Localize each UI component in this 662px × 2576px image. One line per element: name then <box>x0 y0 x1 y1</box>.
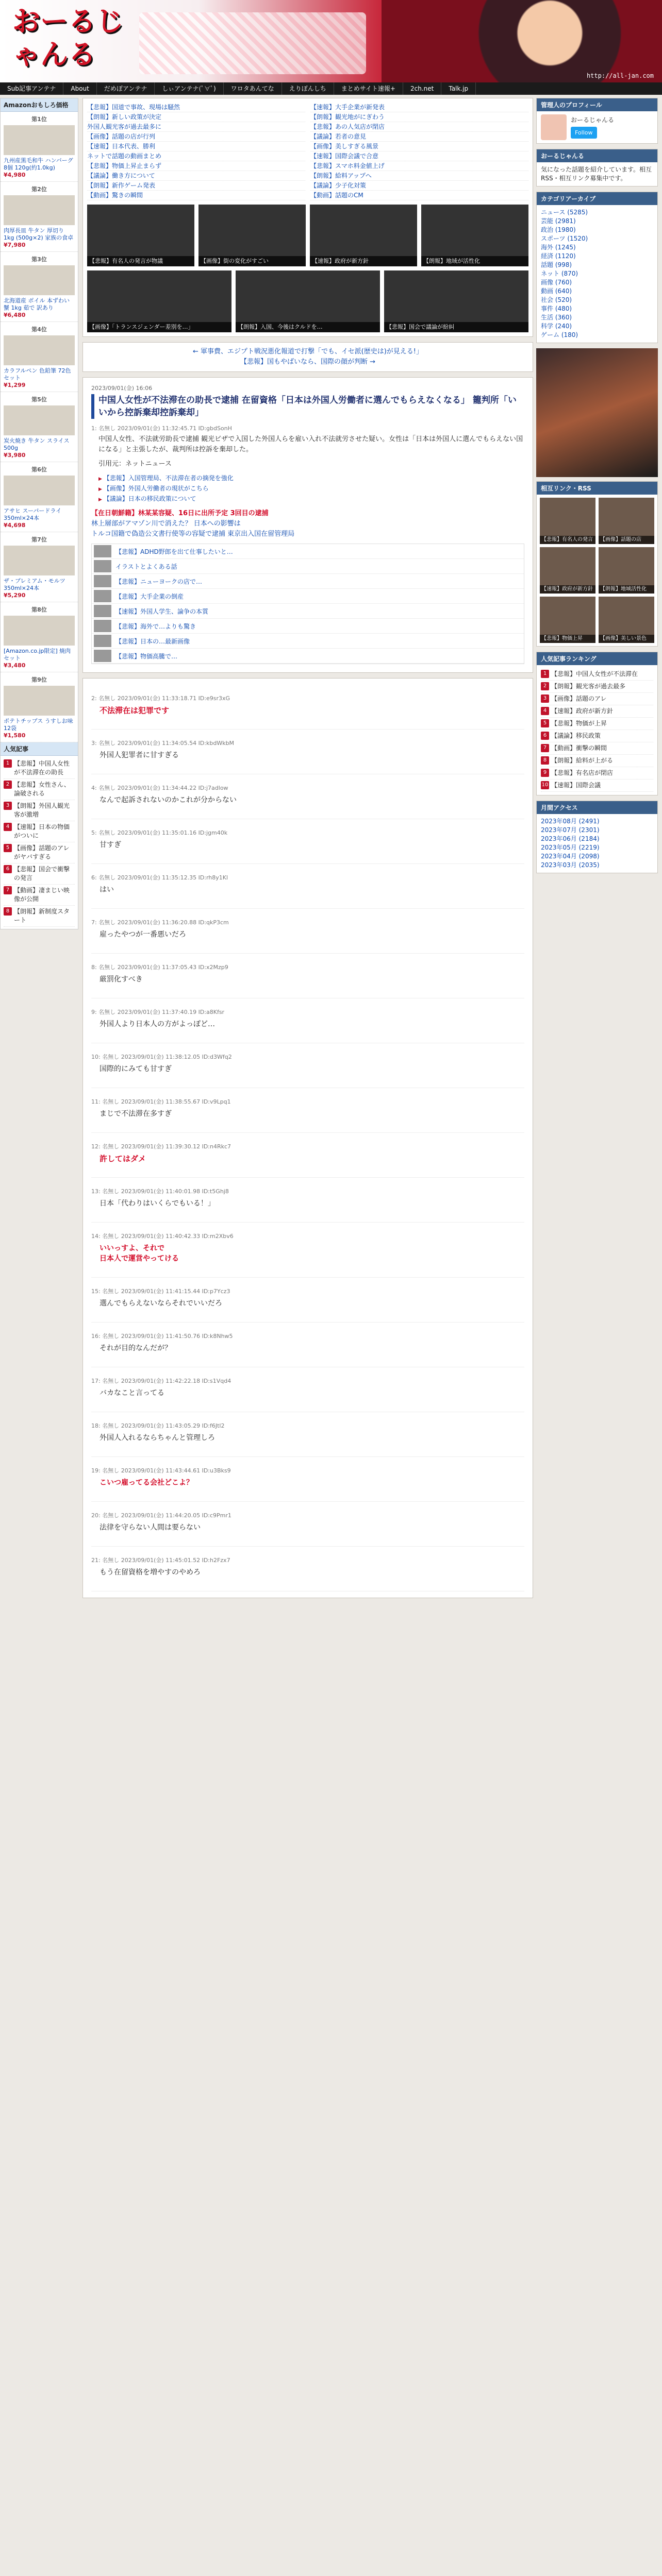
comment-header: 19: 名無し 2023/09/01(金) 11:43:44.61 ID:u3Bks9 <box>91 1467 231 1474</box>
admin-header: おーるじゃんる <box>537 149 657 162</box>
comment-header: 2: 名無し 2023/09/01(金) 11:33:18.71 ID:e9sr3xG <box>91 695 230 702</box>
recommended-thumbnail[interactable] <box>599 547 654 594</box>
article <box>82 377 533 673</box>
comment-body: バカなこと言ってる <box>100 1389 164 1397</box>
ad-rank: 第5位 <box>31 396 47 403</box>
feed-thumbnail[interactable] <box>236 270 380 332</box>
related-article-list <box>91 544 524 664</box>
thumbnail-caption: 【画像】美しい景色 <box>599 635 654 643</box>
monthly-link[interactable]: 2023年05月 (2219) <box>541 844 600 851</box>
archive-link[interactable]: ネット (870) <box>541 270 578 277</box>
nav-link[interactable]: Sub記事アンテナ <box>0 82 63 95</box>
archive-link[interactable]: 画像 (760) <box>541 279 572 286</box>
popular-item[interactable]: 【画像】話題のアレがヤバすぎる <box>4 842 75 863</box>
comment-header: 9: 名無し 2023/09/01(金) 11:37:40.19 ID:a8Kfsr <box>91 1009 225 1015</box>
comment-body: それが目的なんだが？ <box>100 1344 172 1352</box>
comment-body: もう在留資格を増やすのやめろ <box>100 1568 201 1577</box>
comment-header: 17: 名無し 2023/09/01(金) 11:42:22.18 ID:s1Vqd4 <box>91 1378 231 1384</box>
profile-name: おーるじゃんる <box>571 116 615 124</box>
feed-item[interactable]: 【画像】話題の店が行列 <box>87 132 305 142</box>
comment <box>91 954 524 998</box>
post-header: 1: 名無し 2023/09/01(金) 11:32:45.71 ID:gbdSonH <box>91 425 232 432</box>
ad-item[interactable] <box>1 182 78 252</box>
nav-link[interactable]: しぃアンテナ(ﾟ∀ﾟ) <box>155 82 223 95</box>
related-article-link[interactable]: 【悲報】ニューヨークの店で… <box>115 578 203 585</box>
feed-item[interactable]: 【朗報】新しい政策が決定 <box>87 112 305 122</box>
archive-header: カテゴリアーカイブ <box>537 192 657 205</box>
sidebar-ad-banner[interactable] <box>536 348 658 477</box>
related-article-row[interactable] <box>92 574 524 589</box>
ad-rank: 第7位 <box>31 536 47 543</box>
follow-button[interactable]: Follow <box>571 127 597 139</box>
comment-body: 許してはダメ <box>100 1154 146 1163</box>
thumbnail-caption: 【画像】街の変化がすごい <box>198 256 306 266</box>
comment-body: 選んでもらえないならそれでいいだろ <box>100 1299 222 1308</box>
related-article-link[interactable]: イラストとよくある話 <box>115 563 177 570</box>
feed-thumbnail[interactable] <box>198 205 306 266</box>
ad-rank: 第6位 <box>31 466 47 473</box>
feed-item[interactable]: 【悲報】物価上昇止まらず <box>87 161 305 171</box>
comment <box>91 1323 524 1367</box>
comment-body: いいっすよ、それで 日本人で運営やってける <box>100 1244 179 1263</box>
thumbnail-caption: 【朗報】入国、今後はクルドを… <box>236 322 380 332</box>
thumbnail-caption: 【速報】政府が新方針 <box>310 256 417 266</box>
related-article-link[interactable]: 【悲報】大手企業の倒産 <box>115 592 184 600</box>
profile-box <box>536 98 658 144</box>
archive-link[interactable]: 芸能 (2981) <box>541 217 576 225</box>
ranking-item[interactable]: 【速報】国際会議 <box>541 779 653 792</box>
recommended-thumbnail[interactable] <box>599 597 654 643</box>
related-article-link[interactable]: 【悲報】日本の…最新画像 <box>115 637 190 645</box>
feed-item[interactable]: 【朗報】新作ゲーム発表 <box>87 181 305 191</box>
ad-rank: 第9位 <box>31 676 47 683</box>
archive-link[interactable]: スポーツ (1520) <box>541 235 588 242</box>
ad-item[interactable] <box>1 602 78 672</box>
ad-price: ¥1,580 <box>4 732 26 739</box>
ad-item[interactable] <box>1 322 78 392</box>
feed-item[interactable]: 【動画】驚きの瞬間 <box>87 191 305 200</box>
popular-item[interactable]: 【悲報】国会で衝撃の発言 <box>4 863 75 885</box>
ad-image[interactable] <box>4 616 75 646</box>
archive-link[interactable]: 経済 (1120) <box>541 252 576 260</box>
comment-header: 6: 名無し 2023/09/01(金) 11:35:12.35 ID:rh8y1Kl <box>91 874 228 881</box>
related-thumbnail <box>94 575 111 587</box>
ad-image[interactable] <box>4 405 75 435</box>
post-body: 中国人女性、不法就労助長で逮捕 観光ビザで入国した外国人らを雇い入れ不法就労させた疑い。女性は「日本は外国人に選んでもらえない国になる」と主張したが、裁判所は控訴を棄却した。 <box>98 435 523 453</box>
ad-title[interactable]: カラフルペン 色鉛筆 72色 セット <box>4 367 71 381</box>
thumbnail-caption: 【悲報】有名人の発言が物議 <box>87 256 194 266</box>
popular-item[interactable]: 【悲報】中国人女性が不法滞在の助長 <box>4 758 75 779</box>
article-title[interactable]: 中国人女性が不法滞在の助長で逮捕 在留資格「日本は外国人労働者に選んでもらえなくなる」 籠判所「いいから控訴棄却控訴棄却」 <box>91 394 524 419</box>
monthly-link[interactable]: 2023年07月 (2301) <box>541 826 600 834</box>
ranking-item[interactable]: 【速報】政府が新方針 <box>541 705 653 718</box>
monthly-link[interactable]: 2023年08月 (2491) <box>541 818 600 825</box>
thumb-box <box>536 481 658 647</box>
feed-column-left <box>87 103 305 200</box>
nav-link[interactable]: Talk.jp <box>441 82 476 95</box>
recommended-thumbnail[interactable] <box>540 547 595 594</box>
comment-header: 13: 名無し 2023/09/01(金) 11:40:01.98 ID:t5Ghj8 <box>91 1188 229 1195</box>
nav-link[interactable]: About <box>63 82 96 95</box>
archive-link[interactable]: 生活 (360) <box>541 314 572 321</box>
comment-body: 外国人より日本人の方がよっぽど… <box>100 1020 215 1028</box>
ad-rank: 第8位 <box>31 606 47 613</box>
ad-item[interactable] <box>1 112 78 182</box>
popular-header: 人気記事 <box>1 742 78 756</box>
feed-column-right <box>310 103 528 200</box>
ad-title[interactable]: アサヒ スーパードライ 350ml×24本 <box>4 507 62 521</box>
article-link[interactable]: 【画像】外国人労働者の現状がこちら <box>103 485 209 492</box>
header-collage <box>139 12 366 74</box>
comment <box>91 1412 524 1457</box>
monthly-box <box>536 801 658 873</box>
comment-header: 15: 名無し 2023/09/01(金) 11:41:15.44 ID:p7Ycz3 <box>91 1288 230 1295</box>
thumbnail-caption: 【画像】話題の店 <box>599 536 654 544</box>
ad-item[interactable] <box>1 672 78 742</box>
thumbnail-caption: 【悲報】物価上昇 <box>540 635 595 643</box>
prev-article-link[interactable]: ← 軍事費、エジプト戦況悪化報道で打撃「でも、イセ派(歴史は)が見える!」 <box>193 348 423 355</box>
comment-body: 法律を守らない人間は要らない <box>100 1523 201 1532</box>
popular-item[interactable]: 【朗報】外国人観光客が激増 <box>4 800 75 821</box>
ad-price: ¥7,980 <box>4 242 26 248</box>
comment-body: 厳罰化すべき <box>100 975 143 984</box>
comment-body: 甘すぎ <box>100 841 121 849</box>
monthly-header: 月間アクセス <box>537 801 657 814</box>
comment <box>91 1178 524 1223</box>
comment-body: 雇ったやつが一番悪いだろ <box>100 930 186 939</box>
comment-header: 8: 名無し 2023/09/01(金) 11:37:05.43 ID:x2Mzp9 <box>91 964 228 971</box>
thumbnail-caption: 【速報】政府が新方針 <box>540 585 595 594</box>
ad-rank: 第3位 <box>31 256 47 263</box>
nav-link[interactable]: だめぽアンテナ <box>97 82 155 95</box>
comment-header: 18: 名無し 2023/09/01(金) 11:43:05.29 ID:f6Jtl2 <box>91 1422 225 1429</box>
related-article-row[interactable] <box>92 649 524 664</box>
monthly-link[interactable]: 2023年03月 (2035) <box>541 861 600 869</box>
related-thumbnail <box>94 650 111 662</box>
amazon-ranking-header: Amazonおもしろ価格 <box>1 98 78 112</box>
post-source: 引用元：ネットニュース <box>98 460 172 468</box>
comment-body: なんで起訴されないのかこれが分からない <box>100 796 237 804</box>
feed-thumbnail[interactable] <box>310 205 417 266</box>
thumbnail-caption: 【悲報】有名人の発言 <box>540 536 595 544</box>
comment <box>91 1457 524 1502</box>
related-thumbnail <box>94 620 111 632</box>
ad-item[interactable] <box>1 532 78 602</box>
comment <box>91 1502 524 1547</box>
ranking-item[interactable]: 【議論】移民政策 <box>541 730 653 742</box>
admin-box <box>536 149 658 187</box>
comment <box>91 909 524 954</box>
comment-body: 外国人入れるならちゃんと管理しろ <box>100 1434 215 1442</box>
comment-header: 4: 名無し 2023/09/01(金) 11:34:44.22 ID:j7adlow <box>91 785 228 791</box>
ranking-box <box>536 652 658 795</box>
comment-header: 20: 名無し 2023/09/01(金) 11:44:20.05 ID:c9Pmr1 <box>91 1512 231 1519</box>
related-article-row[interactable] <box>92 634 524 649</box>
prev-next-links <box>82 342 533 372</box>
right-sidebar <box>536 98 658 878</box>
comment <box>91 730 524 774</box>
next-article-link[interactable]: 【悲報】国もやばいなら、国際の顔が判断 → <box>240 358 376 366</box>
left-sidebar <box>0 98 78 929</box>
ranking-item[interactable]: 【画像】話題のアレ <box>541 693 653 705</box>
recommended-thumbnail[interactable] <box>599 498 654 544</box>
article-link[interactable]: 【悲報】入国管理局、不法滞在者の摘発を強化 <box>103 474 234 482</box>
monthly-link[interactable]: 2023年06月 (2184) <box>541 835 600 842</box>
archive-link[interactable]: 社会 (520) <box>541 296 572 303</box>
archive-link[interactable]: ゲーム (180) <box>541 331 578 338</box>
related-article-row[interactable] <box>92 544 524 559</box>
popular-item[interactable]: 【速報】日本の物価がついに <box>4 821 75 842</box>
thumbnail-caption: 【悲報】国会で議論が紛糾 <box>384 322 528 332</box>
archive-link[interactable]: 科学 (240) <box>541 323 572 330</box>
site-url[interactable]: http://all-jan.com <box>586 72 654 79</box>
ad-image[interactable] <box>4 335 75 365</box>
archive-link[interactable]: ニュース (5285) <box>541 209 588 216</box>
related-thumbnail <box>94 545 111 557</box>
feed-item[interactable]: 外国人観光客が過去最多に <box>87 122 305 132</box>
ad-price: ¥3,980 <box>4 452 26 459</box>
comment-body: 外国人犯罪者に甘すぎる <box>100 751 179 759</box>
comment <box>91 1278 524 1323</box>
comment-thread <box>82 678 533 1598</box>
ad-title[interactable]: 北海道産 ボイル 本ずわい蟹 1kg 茹で 訳あり <box>4 297 70 311</box>
ad-title[interactable]: 炭火焼き 牛タン スライス 500g <box>4 437 70 451</box>
ad-price: ¥6,480 <box>4 312 26 318</box>
ad-price: ¥5,290 <box>4 592 26 599</box>
comment-body: まじで不法滞在多すぎ <box>100 1110 172 1118</box>
comment <box>91 1367 524 1412</box>
article-link[interactable]: 【議論】日本の移民政策について <box>103 495 196 502</box>
comment <box>91 864 524 909</box>
top-navbar <box>0 82 662 95</box>
ad-title[interactable]: ザ・プレミアム・モルツ 350ml×24本 <box>4 578 65 591</box>
ad-title[interactable]: 肉厚長皿 牛タン 厚切り 1kg (500g×2) 家族の食卓 <box>4 227 74 241</box>
ad-rank: 第2位 <box>31 186 47 193</box>
archive-link[interactable]: 話題 (998) <box>541 261 572 268</box>
ad-image[interactable] <box>4 195 75 225</box>
ranking-header: 人気記事ランキング <box>537 652 657 665</box>
feed-item[interactable]: 【議論】若者の意見 <box>310 132 528 142</box>
archive-link[interactable]: 海外 (1245) <box>541 244 576 251</box>
ad-item[interactable] <box>1 462 78 532</box>
nav-link[interactable]: 2ch.net <box>403 82 441 95</box>
feed-thumbnail[interactable] <box>384 270 528 332</box>
feed-item[interactable]: 【朗報】観光地がにぎわう <box>310 112 528 122</box>
ad-price: ¥4,980 <box>4 172 26 178</box>
comment <box>91 1223 524 1278</box>
ad-image[interactable] <box>4 265 75 295</box>
related-article-link[interactable]: 【速報】外国人学生、論争の本質 <box>115 607 209 615</box>
nav-link[interactable]: えりぽんしち <box>282 82 334 95</box>
comment <box>91 1043 524 1088</box>
recommend-header: 相互リンク・RSS <box>537 482 657 495</box>
thumbnail-caption: 【画像】「トランスジェンダー差別を…」 <box>87 322 231 332</box>
feed-item[interactable]: 【悲報】国道で事故、現場は騒然 <box>87 103 305 112</box>
thumbnail-caption: 【朗報】地域が活性化 <box>421 256 528 266</box>
popular-item[interactable]: 【悲報】女性さん、論破される <box>4 779 75 800</box>
ad-title[interactable]: ポテトチップス うすしお味 12袋 <box>4 718 73 732</box>
related-thumbnail <box>94 605 111 617</box>
thumbnail-caption: 【朗報】地域活性化 <box>599 585 654 594</box>
feed-item[interactable]: 【画像】美しすぎる風景 <box>310 142 528 151</box>
comment <box>91 774 524 819</box>
related-article-link[interactable]: 【悲報】海外で…よりも驚き <box>115 622 196 630</box>
related-article-row[interactable] <box>92 619 524 634</box>
header-illustration <box>382 0 662 82</box>
ranking-item[interactable]: 【朗報】観光客が過去最多 <box>541 681 653 693</box>
antenna-feed <box>82 98 533 337</box>
headline-red[interactable]: 【在日朝鮮籍】林某某容疑、16日に出所予定 3回目の逮捕 <box>91 510 269 517</box>
comment <box>91 1133 524 1178</box>
comment-body: 日本「代わりはいくらでもいる！」 <box>100 1199 215 1208</box>
ad-price: ¥4,698 <box>4 522 26 529</box>
related-article-row[interactable] <box>92 604 524 619</box>
comment-header: 11: 名無し 2023/09/01(金) 11:38:55.67 ID:v9Lpq1 <box>91 1098 231 1105</box>
popular-item[interactable]: 【動画】凄まじい映像が公開 <box>4 885 75 906</box>
feed-thumbnail[interactable] <box>421 205 528 266</box>
comment <box>91 1088 524 1133</box>
ad-image[interactable] <box>4 476 75 505</box>
comment <box>91 685 524 730</box>
ranking-item[interactable]: 【悲報】物価が上昇 <box>541 718 653 730</box>
ad-price: ¥3,480 <box>4 662 26 669</box>
comment-body: 国際的にみても甘すぎ <box>100 1065 172 1073</box>
ad-item[interactable] <box>1 392 78 462</box>
recommended-thumbnail[interactable] <box>540 498 595 544</box>
related-article-row[interactable] <box>92 559 524 574</box>
site-header <box>0 0 662 82</box>
site-logo[interactable]: おーるじゃんる <box>12 5 124 71</box>
comment-header: 7: 名無し 2023/09/01(金) 11:36:20.88 ID:qkP3cm <box>91 919 229 926</box>
ad-title[interactable]: [Amazon.co.jp限定] 焼肉 セット <box>4 648 71 662</box>
archive-link[interactable]: 政治 (1980) <box>541 226 576 233</box>
profile-header: 管理人のプロフィール <box>537 98 657 111</box>
comment-header: 5: 名無し 2023/09/01(金) 11:35:01.16 ID:jgm40k <box>91 829 228 836</box>
feed-thumbnail[interactable] <box>87 205 194 266</box>
ad-title[interactable]: 九州産黒毛和牛 ハンバーグ 8個 120g(約1.0kg) <box>4 157 73 171</box>
feed-item[interactable]: 【悲報】あの人気店が閉店 <box>310 122 528 132</box>
comment-header: 14: 名無し 2023/09/01(金) 11:40:42.33 ID:m2Xbv6 <box>91 1233 234 1240</box>
feed-item[interactable]: 【議論】働き方について <box>87 171 305 181</box>
feed-item[interactable]: 【速報】大手企業が新発表 <box>310 103 528 112</box>
ranking-item[interactable]: 【悲報】中国人女性が不法滞在 <box>541 668 653 681</box>
comment <box>91 819 524 864</box>
ad-image[interactable] <box>4 546 75 575</box>
headline-link[interactable]: 林上層部がアマゾン川で消えた？ 日本への影響は <box>91 520 241 528</box>
comment-body: はい <box>100 886 114 894</box>
ad-image[interactable] <box>4 125 75 155</box>
comment <box>91 998 524 1043</box>
monthly-link[interactable]: 2023年04月 (2098) <box>541 853 600 860</box>
ad-item[interactable] <box>1 252 78 322</box>
comment-header: 10: 名無し 2023/09/01(金) 11:38:12.05 ID:d3Wfq2 <box>91 1054 232 1060</box>
comment-body: 不法滞在は犯罪です <box>100 706 170 715</box>
avatar <box>541 114 567 140</box>
main-column <box>82 98 533 1598</box>
feed-item[interactable]: ネットで話題の動画まとめ <box>87 151 305 161</box>
admin-text: 気になった話題を紹介しています。相互RSS・相互リンク募集中です。 <box>541 166 652 182</box>
feed-item[interactable]: 【速報】国際会議で合意 <box>310 151 528 161</box>
feed-item[interactable]: 【悲報】スマホ料金値上げ <box>310 161 528 171</box>
feed-thumbnail[interactable] <box>87 270 231 332</box>
comment-header: 3: 名無し 2023/09/01(金) 11:34:05.54 ID:kbdWkbM <box>91 740 235 747</box>
ad-price: ¥1,299 <box>4 382 26 388</box>
comment-header: 21: 名無し 2023/09/01(金) 11:45:01.52 ID:h2Fzx7 <box>91 1557 230 1564</box>
feed-item[interactable]: 【議論】少子化対策 <box>310 181 528 191</box>
archive-box <box>536 192 658 343</box>
related-article-link[interactable]: 【悲報】ADHD野郎を出て仕事したいと… <box>115 548 233 555</box>
ranking-item[interactable]: 【朗報】給料が上がる <box>541 755 653 767</box>
feed-item[interactable]: 【朗報】給料アップへ <box>310 171 528 181</box>
related-thumbnail <box>94 590 111 602</box>
headline-link[interactable]: トルコ国籍で偽造公文書行使等の容疑で逮捕 東京出入国在留管理局 <box>91 530 295 538</box>
ad-rank: 第4位 <box>31 326 47 333</box>
related-thumbnail <box>94 635 111 647</box>
comment-header: 16: 名無し 2023/09/01(金) 11:41:50.76 ID:k8Nhw5 <box>91 1333 233 1340</box>
recommended-thumbnail[interactable] <box>540 597 595 643</box>
ad-image[interactable] <box>4 686 75 716</box>
related-thumbnail <box>94 560 111 572</box>
nav-link[interactable]: まとめサイト速報+ <box>334 82 403 95</box>
ranking-item[interactable]: 【悲報】有名店が閉店 <box>541 767 653 779</box>
comment-body: こいつ雇ってる会社どこよ？ <box>100 1479 193 1487</box>
ad-rank: 第1位 <box>31 116 47 123</box>
related-article-row[interactable] <box>92 589 524 604</box>
feed-item[interactable]: 【動画】話題のCM <box>310 191 528 200</box>
feed-item[interactable]: 【速報】日本代表、勝利 <box>87 142 305 151</box>
comment-header: 12: 名無し 2023/09/01(金) 11:39:30.12 ID:n4Rkc7 <box>91 1143 231 1150</box>
popular-item[interactable]: 【朗報】新制度スタート <box>4 906 75 927</box>
nav-link[interactable]: ワロタあんてな <box>224 82 282 95</box>
article-date: 2023/09/01(金) 16:06 <box>91 385 153 392</box>
comment <box>91 1547 524 1591</box>
archive-link[interactable]: 動画 (640) <box>541 287 572 295</box>
ranking-item[interactable]: 【動画】衝撃の瞬間 <box>541 742 653 755</box>
archive-link[interactable]: 事件 (480) <box>541 305 572 312</box>
related-article-link[interactable]: 【悲報】物価高騰で… <box>115 652 178 660</box>
